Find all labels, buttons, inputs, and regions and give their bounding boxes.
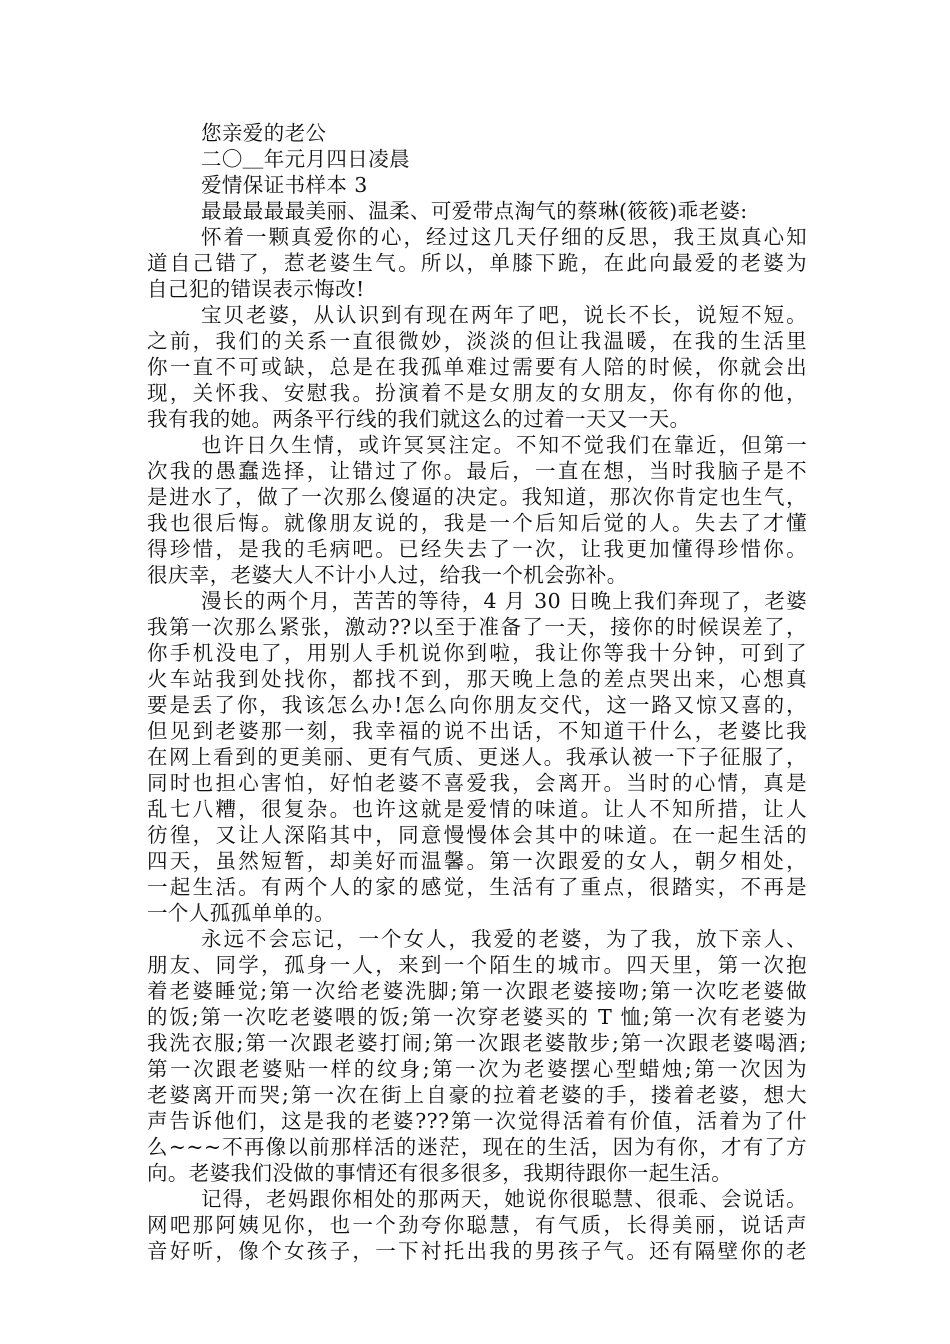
paragraph-line: 次我的愚蠢选择，让错过了你。最后，一直在想，当时我脑子是不 — [147, 459, 807, 483]
signature-line: 您亲爱的老公 — [201, 121, 327, 145]
paragraph-line: 我第一次那么紧张，激动??以至于准备了一天，接你的时候误差了， — [147, 615, 807, 639]
date-line: 二〇＿年元月四日凌晨 — [201, 147, 410, 171]
paragraph-line: 四天，虽然短暂，却美好而温馨。第一次跟爱的女人，朝夕相处， — [147, 849, 807, 873]
paragraph-line: 网吧那阿姨见你，也一个劲夸你聪慧，有气质，长得美丽，说话声 — [147, 1213, 807, 1237]
paragraph-line: 宝贝老婆，从认识到有现在两年了吧，说长不长，说短不短。 — [201, 303, 807, 327]
paragraph-line: 得珍惜，是我的毛病吧。已经失去了一次，让我更加懂得珍惜你。 — [147, 537, 807, 561]
paragraph-line: 很庆幸，老婆大人不计小人过，给我一个机会弥补。 — [147, 563, 628, 587]
paragraph-line: 你手机没电了，用别人手机说你到啦，我让你等我十分钟，可到了 — [147, 641, 807, 665]
paragraph-line: 在网上看到的更美丽、更有气质、更迷人。我承认被一下子征服了， — [147, 745, 807, 769]
paragraph-line: 记得，老妈跟你相处的那两天，她说你很聪慧、很乖、会说话。 — [201, 1187, 807, 1211]
letter-body — [147, 120, 807, 1264]
paragraph-line: 永远不会忘记，一个女人，我爱的老婆，为了我，放下亲人、 — [201, 927, 807, 951]
paragraph-line: 声告诉他们，这是我的老婆???第一次觉得活着有价值，活着为了什 — [147, 1109, 807, 1133]
paragraph-line: 也许日久生情，或许冥冥注定。不知不觉我们在靠近，但第一 — [201, 433, 807, 457]
paragraph-line: 同时也担心害怕，好怕老婆不喜爱我，会离开。当时的心情，真是 — [147, 771, 807, 795]
paragraph-line: 我洗衣服;第一次跟老婆打闹;第一次跟老婆散步;第一次跟老婆喝酒; — [147, 1031, 807, 1055]
paragraph-line: 朋友、同学，孤身一人，来到一个陌生的城市。四天里，第一次抱 — [147, 953, 807, 977]
paragraph-line: 么~~~不再像以前那样活的迷茫，现在的生活，因为有你，才有了方 — [147, 1135, 807, 1159]
paragraph-line: 是进水了，做了一次那么傻逼的决定。我知道，那次你肯定也生气， — [147, 485, 807, 509]
paragraph-line: 之前，我们的关系一直很微妙，淡淡的但让我温暖，在我的生活里 — [147, 329, 807, 353]
paragraph-line: 音好听，像个女孩子，一下衬托出我的男孩子气。还有隔壁你的老 — [147, 1239, 807, 1263]
paragraph-line: 乱七八糟，很复杂。也许这就是爱情的味道。让人不知所措，让人 — [147, 797, 807, 821]
paragraph-line: 现，关怀我、安慰我。扮演着不是女朋友的女朋友，你有你的他， — [147, 381, 807, 405]
paragraph-line: 漫长的两个月，苦苦的等待，4 月 30 日晚上我们奔现了，老婆 — [201, 589, 807, 613]
paragraph-line: 老婆离开而哭;第一次在街上自豪的拉着老婆的手，搂着老婆，想大 — [147, 1083, 807, 1107]
paragraph-line: 第一次跟老婆贴一样的纹身;第一次为老婆摆心型蜡烛;第一次因为 — [147, 1057, 807, 1081]
paragraph-line: 一个人孤孤单单的。 — [147, 901, 336, 925]
paragraph-line: 着老婆睡觉;第一次给老婆洗脚;第一次跟老婆接吻;第一次吃老婆做 — [147, 979, 807, 1003]
paragraph-line: 你一直不可或缺，总是在我孤单难过需要有人陪的时候，你就会出 — [147, 355, 807, 379]
paragraph-line: 火车站我到处找你，都找不到，那天晚上急的差点哭出来，心想真 — [147, 667, 807, 691]
paragraph-line: 怀着一颗真爱你的心，经过这几天仔细的反思，我王岚真心知 — [201, 225, 807, 249]
paragraph-line: 道自己错了，惹老婆生气。所以，单膝下跪，在此向最爱的老婆为 — [147, 251, 807, 275]
paragraph-line: 自己犯的错误表示悔改! — [147, 277, 365, 301]
paragraph-line: 的饭;第一次吃老婆喂的饭;第一次穿老婆买的 T 恤;第一次有老婆为 — [147, 1005, 807, 1029]
paragraph-line: 彷徨，又让人深陷其中，同意慢慢体会其中的味道。在一起生活的 — [147, 823, 807, 847]
paragraph-line: 向。老婆我们没做的事情还有很多很多，我期待跟你一起生活。 — [147, 1161, 733, 1185]
paragraph-line: 我有我的她。两条平行线的我们就这么的过着一天又一天。 — [147, 407, 691, 431]
paragraph-line: 但见到老婆那一刻，我幸福的说不出话，不知道干什么，老婆比我 — [147, 719, 807, 743]
paragraph-line: 我也很后悔。就像朋友说的，我是一个后知后觉的人。失去了才懂 — [147, 511, 807, 535]
section-title: 爱情保证书样本 3 — [201, 173, 368, 197]
paragraph-line: 一起生活。有两个人的家的感觉，生活有了重点，很踏实，不再是 — [147, 875, 807, 899]
salutation-line: 最最最最最美丽、温柔、可爱带点淘气的蔡琳(筱筱)乖老婆: — [201, 199, 748, 223]
paragraph-line: 要是丢了你，我该怎么办!怎么向你朋友交代，这一路又惊又喜的， — [147, 693, 807, 717]
